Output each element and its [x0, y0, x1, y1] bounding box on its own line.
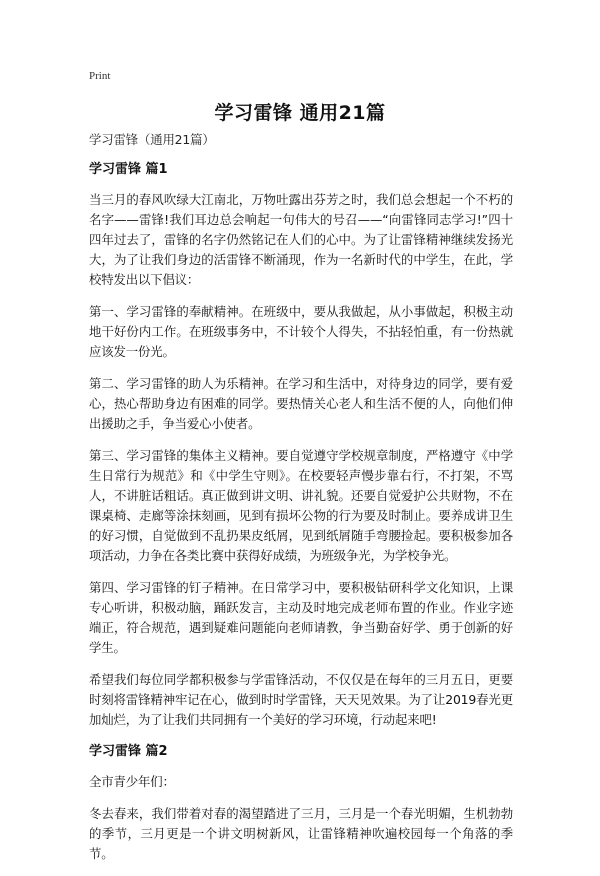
paragraph: 希望我们每位同学都积极参与学雷锋活动，不仅仅是在每年的三月五日，更要时刻将雷锋精神牢记在心，做到时时学雷锋，天天见效果。为了让2019春光更加灿烂，为了让我们共同拥有一个美好的学习环境，行动起来吧! — [89, 672, 513, 727]
paragraph: 第一、学习雷锋的奉献精神。在班级中，要从我做起，从小事做起，积极主动地干好份内工作。在班级事务中，不计较个人得失，不拈轻怕重，有一份热就应该发一份光。 — [89, 304, 513, 359]
paragraph: 第二、学习雷锋的助人为乐精神。在学习和生活中，对待身边的同学，要有爱心，热心帮助身边有困难的同学。要热情关心老人和生活不便的人，向他们伸出援助之手，争当爱心小使者。 — [89, 376, 513, 431]
page-title: 学习雷锋 通用21篇 — [214, 102, 386, 124]
paragraph: 当三月的春风吹绿大江南北，万物吐露出芬芳之时，我们总会想起一个不朽的名字——雷锋!我们耳边总会响起一句伟大的号召——“向雷锋同志学习!”四十四年过去了，雷锋的名字仍然铭记在人们的心中。为了让雷锋精神继续发扬光大，为了让我们身边的活雷锋不断涌现，作为一名新时代的中学生，在此，学校特发出以下倡议： — [89, 192, 513, 287]
paragraph: 第四、学习雷锋的钉子精神。在日常学习中，要积极钻研科学文化知识，上课专心听讲，积极动脑，踊跃发言，主动及时地完成老师布置的作业。作业字迹端正，符合规范，遇到疑难问题能向老师请教，争当勤奋好学、勇于创新的好学生。 — [89, 580, 513, 655]
section-heading: 学习雷锋 篇2 — [89, 744, 168, 759]
document-body — [89, 130, 513, 876]
paragraph: 全市青少年们： — [89, 774, 175, 789]
print-label[interactable]: Print — [89, 70, 111, 82]
paragraph: 冬去春来，我们带着对春的渴望踏进了三月，三月是一个春光明媚，生机勃勃的季节，三月更是一个讲文明树新风，让雷锋精神吹遍校园每一个角落的季节。 — [89, 806, 513, 861]
paragraph: 第三、学习雷锋的集体主义精神。要自觉遵守学校规章制度，严格遵守《中学生日常行为规范》和《中学生守则》。在校要轻声慢步靠右行，不打架，不骂人，不讲脏话粗话。真正做到讲文明、讲礼貌。还要自觉爱护公共财物，不在课桌椅、走廊等涂抹刻画，见到有损坏公物的行为要及时制止。要养成讲卫生的好习惯，自觉做到不乱扔果皮纸屑，见到纸屑随手弯腰捡起。要积极参加各项活动，力争在各类比赛中获得好成绩，为班级争光，为学校争光。 — [89, 448, 513, 563]
document-subtitle: 学习雷锋（通用21篇） — [89, 132, 215, 147]
section-heading: 学习雷锋 篇1 — [89, 162, 168, 177]
